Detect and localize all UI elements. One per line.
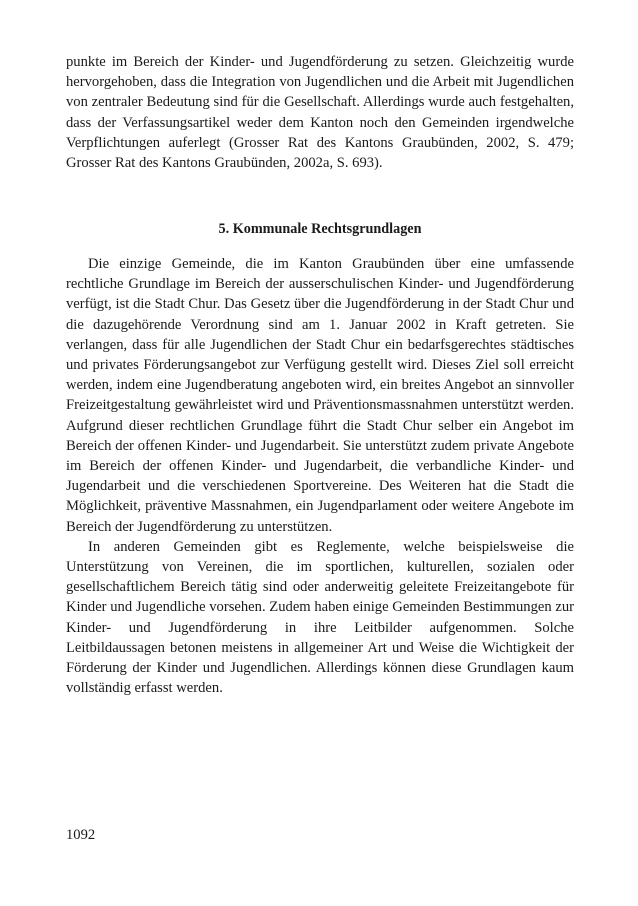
section-paragraph-1: Die einzige Gemeinde, die im Kanton Graubünden über eine umfassende rechtliche Grundlage im Bereich der ausserschulischen Kinder- und Jugendförderung verfügt, ist die Stadt Chur. Das Gesetz über die Jugendförderung in der Stadt Chur und die dazugehörende Verordnung sind am 1. Januar 2002 in Kraft getreten. Sie verlangen, dass für alle Jugendlichen der Stadt Chur ein bedarfsgerechtes städtisches und privates Förderungsangebot zur Verfügung gestellt wird. Dieses Ziel soll erreicht werden, indem eine Jugendberatung angeboten wird, ein breites Angebot an sinnvoller Freizeitgestaltung gewährleistet wird und Präventionsmassnahmen unterstützt werden. Aufgrund dieser rechtlichen Grundlage führt die Stadt Chur selber ein Angebot im Bereich der offenen Kinder- und Jugendarbeit. Sie unterstützt zudem private Angebote im Bereich der offenen Kinder- und Jugendarbeit, die verbandliche Kinder- und Jugendarbeit und die verschiedenen Sportvereine. Des Weiteren hat die Stadt die Möglichkeit, präventive Massnahmen, ein Jugendparlament oder weitere Angebote im Bereich der Jugendförderung zu unterstützen. — [66, 256, 574, 535]
section-body — [66, 254, 574, 698]
section-heading: 5. Kommunale Rechtsgrundlagen — [218, 221, 422, 237]
continuation-paragraph-block — [66, 52, 574, 173]
page-number: 1092 — [66, 827, 96, 843]
continuation-paragraph: punkte im Bereich der Kinder- und Jugendförderung zu setzen. Gleichzeitig wurde hervorgehoben, dass die Integration von Jugendlichen und die Arbeit mit Jugendlichen von zentraler Bedeutung sind für die Gesellschaft. Allerdings wurde auch festgehalten, dass der Verfassungsartikel weder dem Kanton noch den Gemeinden irgendwelche Verpflichtungen auferlegt (Grosser Rat des Kantons Graubünden, 2002, S. 479; Grosser Rat des Kantons Graubünden, 2002a, S. 693). — [66, 54, 574, 172]
section-paragraph-2: In anderen Gemeinden gibt es Reglemente, welche beispielsweise die Unterstützung von Vereinen, die im sportlichen, kulturellen, sozialen oder gesellschaftlichem Bereich tätig sind oder anderweitig geleitete Freizeitangebote für Kinder und Jugendliche vorsehen. Zudem haben einige Gemeinden Bestimmungen zur Kinder- und Jugendförderung in ihre Leitbilder aufgenommen. Solche Leitbildaussagen betonen meistens in allgemeiner Art und Weise die Wichtigkeit der Förderung der Kinder und Jugendlichen. Allerdings können diese Grundlagen kaum vollständig erfasst werden. — [66, 538, 574, 697]
